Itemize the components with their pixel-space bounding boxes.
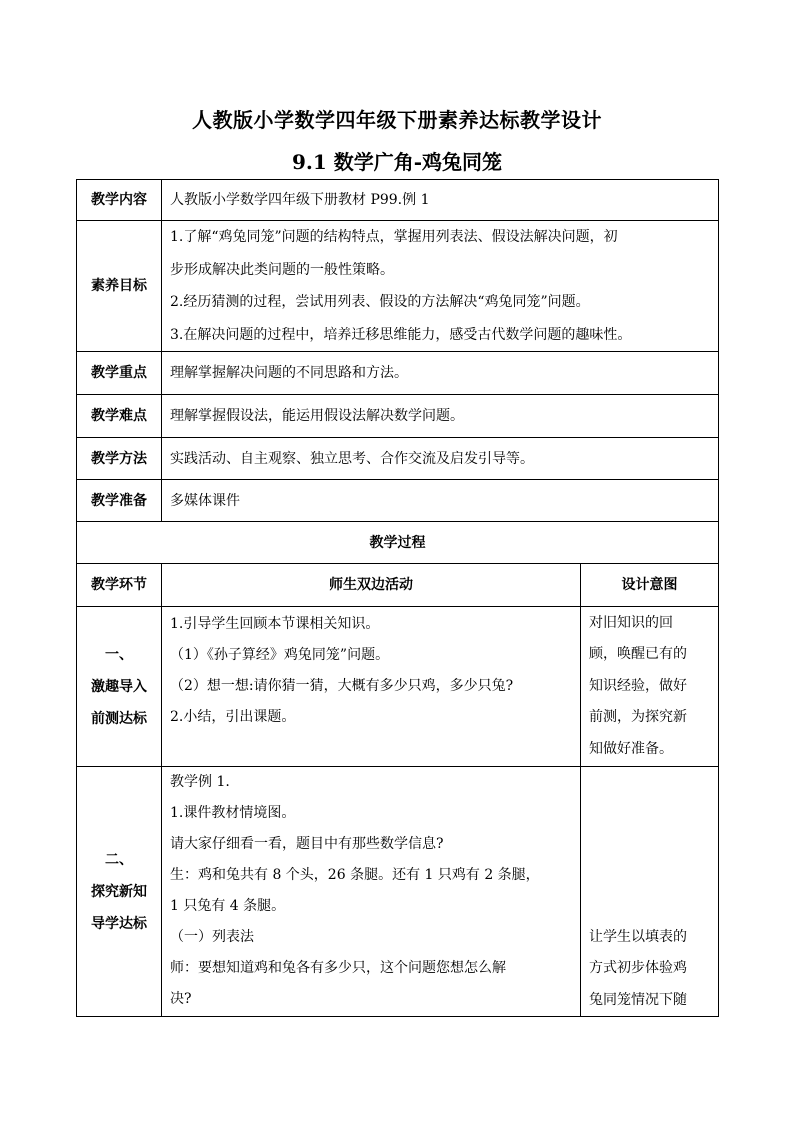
intent-line: 顾，唤醒已有的 [589,646,687,663]
lesson-subtitle: 9.1 数学广角-鸡兔同笼 [291,150,503,174]
activity-line: 2.小结，引出课题。 [170,709,296,725]
intent-cell [581,607,719,767]
difficulty-value: 理解掌握假设法，能运用假设法解决数学问题。 [162,395,719,438]
intent-line: 兔同笼情况下随 [589,991,687,1008]
col-stage-header: 教学环节 [77,564,162,607]
prep-label: 教学准备 [77,480,162,522]
method-label: 教学方法 [77,438,162,480]
activity-line: （2）想一想:请你猜一猜，大概有多少只鸡，多少只兔? [170,678,514,694]
intent-line: 知做好准备。 [589,740,673,757]
stage-title: 探究新知 [91,883,147,900]
intent-line: 前测，为探究新 [589,709,687,726]
goal-line: 1.了解“鸡兔同笼”问题的结构特点，掌握用列表法、假设法解决问题，初 [170,229,618,245]
row-process-header [77,522,719,564]
stage-title: 激趣导入 [91,678,147,695]
goals-value [162,221,719,352]
activity-line: 1 只兔有 4 条腿。 [170,898,286,914]
activity-line: 1.引导学生回顾本节课相关知识。 [170,616,380,632]
stage-number: 二、 [105,851,133,868]
row-prep [77,480,719,522]
col-intent-header: 设计意图 [581,564,719,607]
lesson-plan-table [76,179,719,1017]
stage-cell [77,767,162,1017]
process-row-2 [77,767,719,1017]
activity-line: 决? [170,991,192,1007]
stage-number: 一、 [105,646,133,663]
row-key [77,352,719,395]
document-title: 人教版小学数学四年级下册素养达标教学设计 [192,108,602,132]
stage-goal: 前测达标 [91,710,147,727]
intent-line: 对旧知识的回 [589,614,673,631]
activity-cell [162,767,581,1017]
stage-cell [77,607,162,767]
goal-line: 步形成解决此类问题的一般性策略。 [170,261,394,278]
activity-line: 生：鸡和兔共有 8 个头，26 条腿。还有 1 只鸡有 2 条腿， [170,867,540,883]
activity-line: 1.课件教材情境图。 [170,805,296,821]
key-label: 教学重点 [77,352,162,395]
process-row-1 [77,607,719,767]
row-difficulty [77,395,719,438]
activity-line: 请大家仔细看一看，题目中有那些数学信息? [170,836,444,852]
activity-line: 教学例 1. [170,774,230,790]
stage-goal: 导学达标 [91,915,147,932]
difficulty-label: 教学难点 [77,395,162,438]
activity-cell [162,607,581,767]
row-column-headers [77,564,719,607]
intent-line: 方式初步体验鸡 [589,960,687,976]
key-value: 理解掌握解决问题的不同思路和方法。 [162,352,719,395]
prep-value: 多媒体课件 [162,480,719,522]
process-header: 教学过程 [77,522,719,564]
intent-cell [581,767,719,1017]
row-goals [77,221,719,352]
goal-line: 2.经历猜测的过程，尝试用列表、假设的方法解决“鸡兔同笼”问题。 [170,294,590,310]
activity-line: （一）列表法 [170,929,254,945]
activity-line: （1）《孙子算经》鸡兔同笼”问题。 [170,647,390,663]
row-content [77,180,719,221]
activity-line: 师：要想知道鸡和兔各有多少只，这个问题您想怎么解 [170,960,506,976]
content-label: 教学内容 [77,180,162,221]
goals-label: 素养目标 [77,221,162,352]
row-method [77,438,719,480]
goal-line: 3.在解决问题的过程中，培养迁移思维能力，感受古代数学问题的趣味性。 [170,326,632,343]
content-value: 人教版小学数学四年级下册教材 P99.例 1 [162,180,719,221]
col-activity-header: 师生双边活动 [162,564,581,607]
intent-line: 知识经验，做好 [589,677,687,694]
method-value: 实践活动、自主观察、独立思考、合作交流及启发引导等。 [162,438,719,480]
intent-line: 让学生以填表的 [589,928,687,945]
